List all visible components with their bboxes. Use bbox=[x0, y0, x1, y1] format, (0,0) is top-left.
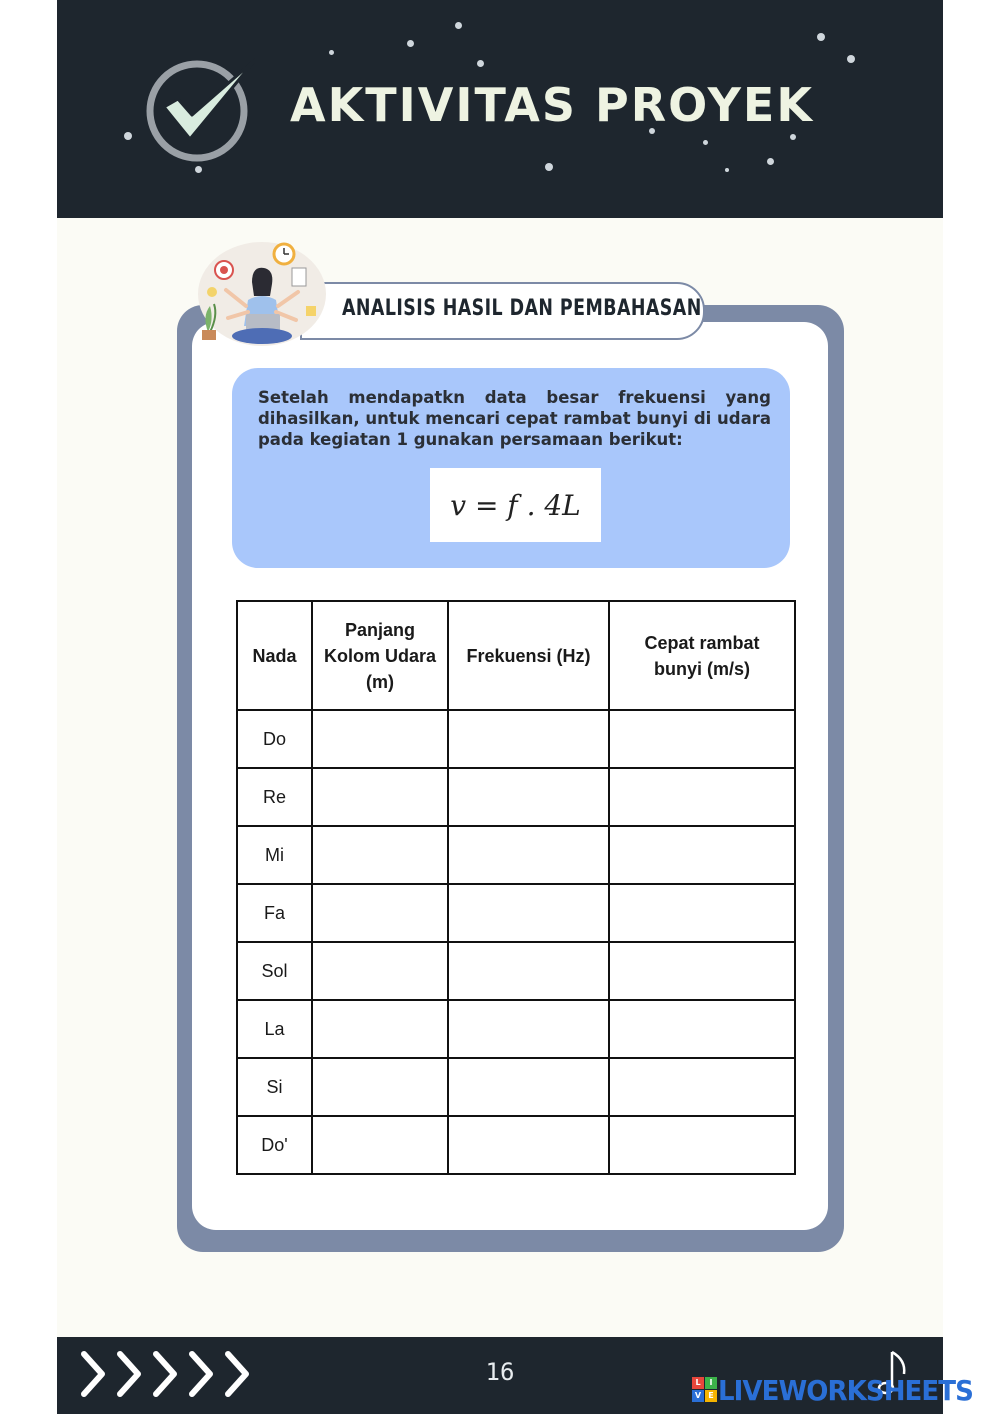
star-decoration bbox=[847, 55, 855, 63]
page-title: AKTIVITAS PROYEK bbox=[290, 78, 814, 132]
logo-letter: V bbox=[692, 1390, 704, 1402]
cepat-rambat-input-cell[interactable] bbox=[609, 1000, 795, 1058]
table-row bbox=[237, 884, 795, 942]
panjang-input-cell[interactable] bbox=[312, 710, 448, 768]
star-decoration bbox=[195, 166, 202, 173]
frekuensi-input-cell[interactable] bbox=[448, 1000, 609, 1058]
page-number: 16 bbox=[485, 1358, 515, 1386]
table-row bbox=[237, 710, 795, 768]
table-header-row bbox=[237, 601, 795, 710]
header-cepat-rambat: Cepat rambat bunyi (m/s) bbox=[609, 601, 795, 710]
star-decoration bbox=[329, 50, 334, 55]
table-row bbox=[237, 1058, 795, 1116]
checkmark-icon bbox=[142, 55, 262, 165]
liveworksheets-text: LIVEWORKSHEETS bbox=[717, 1373, 973, 1407]
nada-cell: La bbox=[237, 1000, 312, 1058]
table-row bbox=[237, 826, 795, 884]
panjang-input-cell[interactable] bbox=[312, 1116, 448, 1174]
logo-letter: E bbox=[705, 1390, 717, 1402]
table-row bbox=[237, 942, 795, 1000]
cepat-rambat-input-cell[interactable] bbox=[609, 710, 795, 768]
instruction-text: Setelah mendapatkn data besar frekuensi yang dihasilkan, untuk mencari cepat rambat bunyi di udara pada kegiatan 1 gunakan persamaan berikut: bbox=[258, 388, 771, 449]
table-row bbox=[237, 1116, 795, 1174]
panjang-input-cell[interactable] bbox=[312, 884, 448, 942]
cepat-rambat-input-cell[interactable] bbox=[609, 826, 795, 884]
nada-cell: Mi bbox=[237, 826, 312, 884]
star-decoration bbox=[407, 40, 414, 47]
formula: v = f . 4L bbox=[430, 468, 601, 542]
section-title: ANALISIS HASIL DAN PEMBAHASAN bbox=[342, 296, 702, 321]
frekuensi-input-cell[interactable] bbox=[448, 710, 609, 768]
logo-letter: L bbox=[692, 1377, 704, 1389]
multitasking-person-illustration bbox=[188, 236, 328, 348]
nada-cell: Si bbox=[237, 1058, 312, 1116]
star-decoration bbox=[790, 134, 796, 140]
nada-cell: Fa bbox=[237, 884, 312, 942]
liveworksheets-logo-mark bbox=[692, 1377, 716, 1403]
cepat-rambat-input-cell[interactable] bbox=[609, 1116, 795, 1174]
star-decoration bbox=[545, 163, 553, 171]
nada-cell: Re bbox=[237, 768, 312, 826]
star-decoration bbox=[477, 60, 484, 67]
panjang-input-cell[interactable] bbox=[312, 768, 448, 826]
star-decoration bbox=[703, 140, 708, 145]
panjang-input-cell[interactable] bbox=[312, 942, 448, 1000]
panjang-input-cell[interactable] bbox=[312, 1000, 448, 1058]
data-table bbox=[236, 600, 796, 1175]
cepat-rambat-input-cell[interactable] bbox=[609, 942, 795, 1000]
frekuensi-input-cell[interactable] bbox=[448, 1058, 609, 1116]
table-row bbox=[237, 768, 795, 826]
header-panjang-kolom: Panjang Kolom Udara (m) bbox=[312, 601, 448, 710]
star-decoration bbox=[124, 132, 132, 140]
liveworksheets-watermark bbox=[692, 1373, 992, 1407]
star-decoration bbox=[455, 22, 462, 29]
frekuensi-input-cell[interactable] bbox=[448, 826, 609, 884]
cepat-rambat-input-cell[interactable] bbox=[609, 768, 795, 826]
nada-cell: Do bbox=[237, 710, 312, 768]
logo-letter: I bbox=[705, 1377, 717, 1389]
cepat-rambat-input-cell[interactable] bbox=[609, 1058, 795, 1116]
nada-cell: Sol bbox=[237, 942, 312, 1000]
panjang-input-cell[interactable] bbox=[312, 1058, 448, 1116]
header-nada: Nada bbox=[237, 601, 312, 710]
header-frekuensi: Frekuensi (Hz) bbox=[448, 601, 609, 710]
star-decoration bbox=[725, 168, 729, 172]
chevrons-icon bbox=[78, 1346, 258, 1402]
cepat-rambat-input-cell[interactable] bbox=[609, 884, 795, 942]
table-row bbox=[237, 1000, 795, 1058]
nada-cell: Do' bbox=[237, 1116, 312, 1174]
frekuensi-input-cell[interactable] bbox=[448, 1116, 609, 1174]
frekuensi-input-cell[interactable] bbox=[448, 942, 609, 1000]
star-decoration bbox=[767, 158, 774, 165]
frekuensi-input-cell[interactable] bbox=[448, 768, 609, 826]
star-decoration bbox=[817, 33, 825, 41]
panjang-input-cell[interactable] bbox=[312, 826, 448, 884]
frekuensi-input-cell[interactable] bbox=[448, 884, 609, 942]
